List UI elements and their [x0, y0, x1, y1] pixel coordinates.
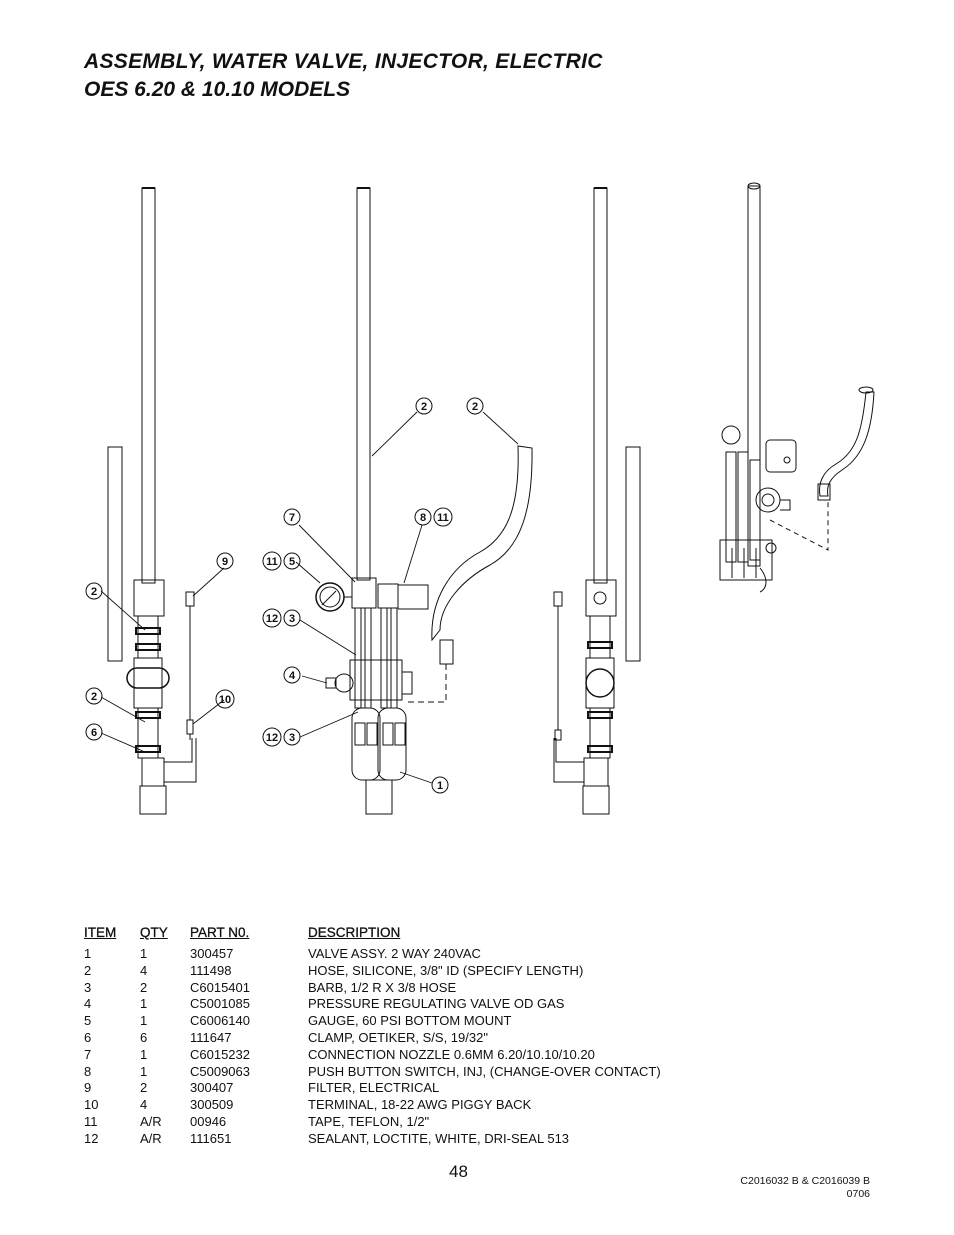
cell-part-no: 300457	[190, 946, 234, 961]
table-row	[84, 1131, 661, 1148]
callout-11-mid	[263, 552, 281, 570]
document-reference	[740, 1175, 870, 1201]
cell-part-no: 111498	[190, 962, 232, 978]
cell-qty: 1	[140, 1063, 148, 1079]
table-row	[84, 1013, 661, 1030]
cell-qty: 1	[140, 946, 148, 961]
cell-description: CONNECTION NOZZLE 0.6MM 6.20/10.10/10.20	[308, 1046, 595, 1062]
svg-text:10: 10	[218, 694, 232, 706]
svg-text:2: 2	[471, 401, 479, 413]
svg-text:8: 8	[419, 512, 427, 524]
svg-text:12: 12	[265, 732, 279, 744]
svg-text:4: 4	[288, 670, 296, 682]
svg-text:3: 3	[288, 613, 296, 625]
svg-text:11: 11	[266, 556, 278, 568]
cell-qty: 4	[140, 1097, 148, 1113]
cell-description: GAUGE, 60 PSI BOTTOM MOUNT	[308, 1013, 512, 1029]
cell-part-no: C6015232	[190, 1046, 250, 1062]
cell-qty: 2	[140, 1080, 148, 1096]
cell-qty: A/R	[140, 1113, 162, 1129]
svg-text:12: 12	[265, 613, 279, 625]
cell-qty: 2	[140, 979, 148, 995]
column-header-description: DESCRIPTION	[308, 925, 401, 940]
column-header-part-no: PART N0.	[190, 925, 250, 940]
cell-description: VALVE ASSY. 2 WAY 240VAC	[308, 946, 481, 961]
cell-part-no: 111651	[190, 1130, 232, 1146]
cell-part-no: 300509	[190, 1097, 234, 1113]
table-row	[84, 946, 661, 963]
callout-3-top	[284, 610, 300, 626]
cell-item: 6	[84, 1029, 92, 1045]
parts-table-header	[84, 925, 661, 946]
table-row	[84, 963, 661, 980]
cell-description: SEALANT, LOCTITE, WHITE, DRI-SEAL 513	[308, 1130, 570, 1146]
table-row	[84, 1080, 661, 1097]
callout-5	[284, 553, 300, 569]
svg-text:2: 2	[90, 691, 98, 703]
document-reference-date: 0706	[846, 1188, 870, 1200]
table-row	[84, 1097, 661, 1114]
cell-item: 8	[84, 1063, 92, 1079]
column-header-item: ITEM	[84, 925, 117, 940]
table-row	[84, 996, 661, 1013]
cell-part-no: C5001085	[190, 996, 250, 1012]
svg-text:3: 3	[288, 732, 296, 744]
table-row	[84, 1114, 661, 1131]
cell-part-no: C5009063	[190, 1063, 250, 1079]
callout-8	[415, 509, 431, 525]
table-row	[84, 980, 661, 997]
column-header-qty: QTY	[140, 925, 168, 940]
callout-2-left-top	[86, 583, 102, 599]
cell-qty: A/R	[140, 1130, 162, 1146]
callout-7	[284, 509, 300, 525]
table-row	[84, 1030, 661, 1047]
callout-9	[217, 553, 233, 569]
svg-text:6: 6	[90, 727, 98, 739]
callout-2-left-bottom	[86, 688, 102, 704]
assembly-view-right	[554, 188, 640, 814]
document-reference-codes: C2016032 B & C2016039 B	[740, 1175, 870, 1187]
cell-qty: 4	[140, 962, 148, 978]
cell-item: 9	[84, 1080, 92, 1096]
table-row	[84, 1047, 661, 1064]
svg-text:11: 11	[437, 512, 449, 524]
cell-item: 7	[84, 1046, 92, 1062]
exploded-assembly-diagram	[0, 170, 954, 830]
parts-list-table	[84, 925, 661, 1148]
cell-part-no: 111647	[190, 1029, 232, 1045]
callout-2-hose	[467, 398, 483, 414]
cell-description: HOSE, SILICONE, 3/8" ID (SPECIFY LENGTH)	[308, 962, 584, 978]
cell-description: PUSH BUTTON SWITCH, INJ, (CHANGE-OVER CONTACT)	[308, 1063, 661, 1079]
cell-part-no: C6006140	[190, 1013, 250, 1029]
cell-item: 4	[84, 996, 92, 1012]
callout-12-bottom	[263, 728, 281, 746]
cell-description: TAPE, TEFLON, 1/2"	[308, 1113, 430, 1129]
assembly-view-center	[316, 188, 532, 814]
cell-description: TERMINAL, 18-22 AWG PIGGY BACK	[308, 1097, 532, 1113]
callout-1	[432, 777, 448, 793]
cell-qty: 1	[140, 996, 148, 1012]
page-number: 48	[449, 1162, 468, 1181]
callout-12-top	[263, 609, 281, 627]
svg-text:5: 5	[288, 556, 296, 568]
cell-item: 5	[84, 1013, 92, 1029]
page-title: ASSEMBLY, WATER VALVE, INJECTOR, ELECTRIC	[84, 50, 603, 73]
cell-part-no: 300407	[190, 1080, 234, 1096]
cell-description: BARB, 1/2 R X 3/8 HOSE	[308, 979, 457, 995]
svg-text:9: 9	[221, 556, 229, 568]
svg-text:2: 2	[90, 586, 98, 598]
callout-4	[284, 667, 300, 683]
cell-item: 2	[84, 962, 92, 978]
parts-table-body	[84, 946, 661, 1148]
cell-item: 11	[84, 1113, 98, 1129]
cell-item: 10	[84, 1097, 99, 1113]
svg-text:1: 1	[436, 780, 444, 792]
cell-description: CLAMP, OETIKER, S/S, 19/32"	[308, 1029, 488, 1045]
cell-description: PRESSURE REGULATING VALVE OD GAS	[308, 996, 565, 1012]
cell-item: 3	[84, 979, 92, 995]
callout-2-center	[416, 398, 432, 414]
svg-text:7: 7	[288, 512, 296, 524]
cell-qty: 6	[140, 1029, 148, 1045]
assembly-view-isometric	[720, 183, 874, 592]
cell-qty: 1	[140, 1046, 148, 1062]
callout-10	[216, 690, 234, 708]
assembly-view-left	[108, 188, 196, 814]
page-subtitle: OES 6.20 & 10.10 MODELS	[84, 78, 351, 101]
cell-qty: 1	[140, 1013, 148, 1029]
callout-11-top	[434, 508, 452, 526]
svg-text:2: 2	[420, 401, 428, 413]
cell-description: FILTER, ELECTRICAL	[308, 1080, 440, 1096]
callout-3-bottom	[284, 729, 300, 745]
callout-6	[86, 724, 102, 740]
cell-item: 12	[84, 1130, 99, 1146]
cell-part-no: C6015401	[190, 979, 250, 995]
cell-part-no: 00946	[190, 1113, 227, 1129]
table-row	[84, 1064, 661, 1081]
cell-item: 1	[84, 946, 92, 961]
